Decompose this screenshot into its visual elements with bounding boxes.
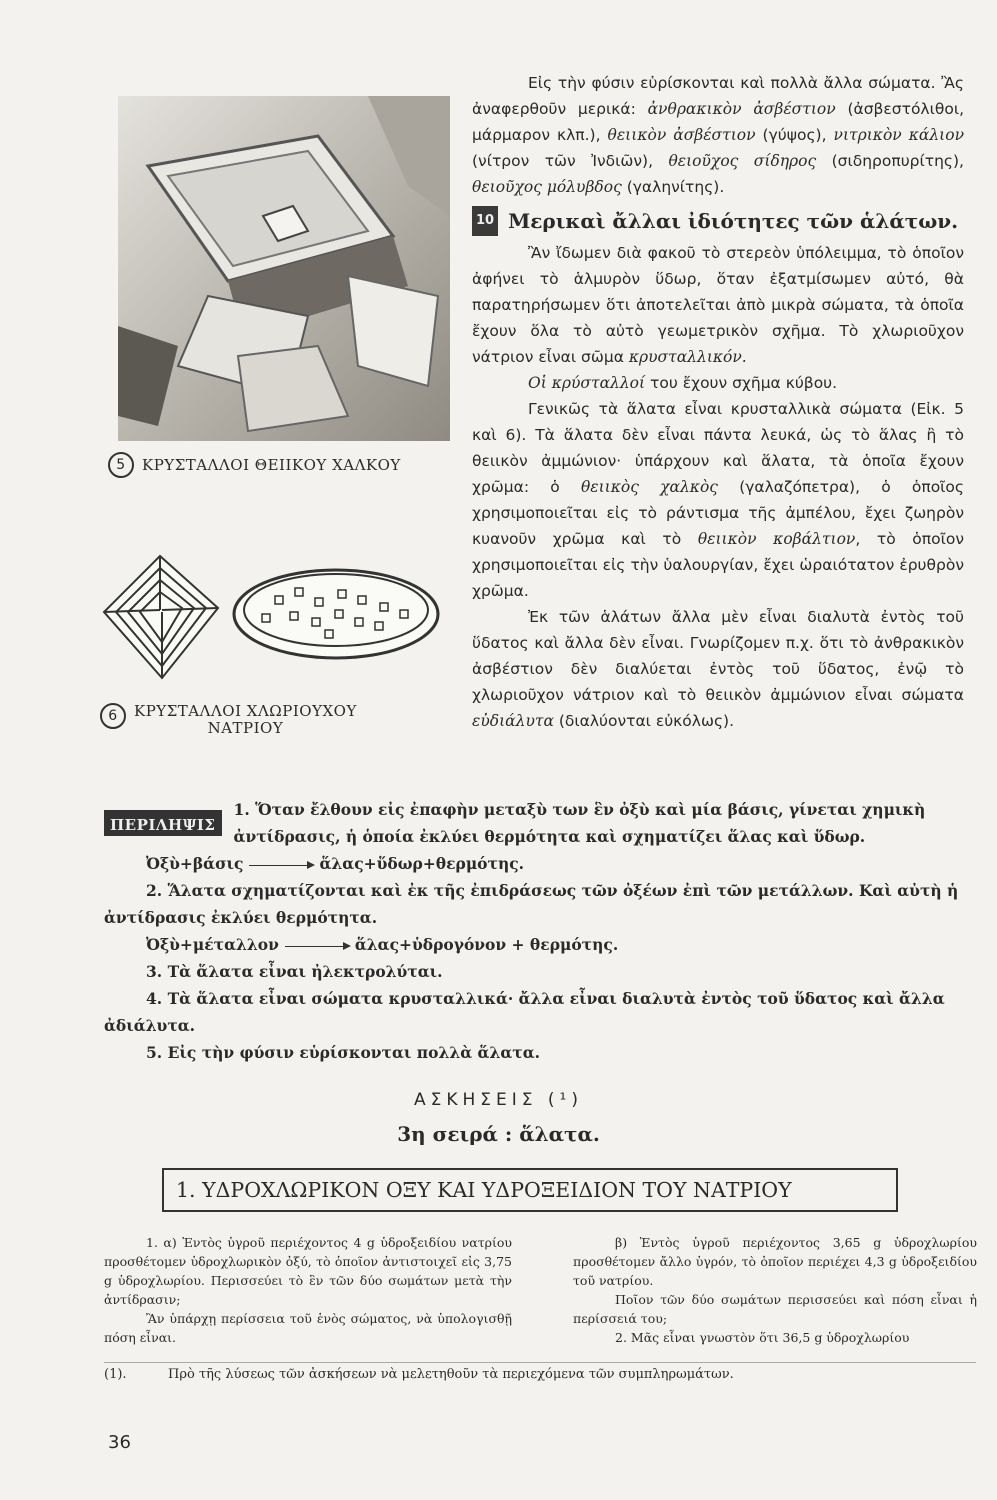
- figure-5-caption-text: ΚΡΥΣΤΑΛΛΟΙ ΘΕΙΙΚΟΥ ΧΑΛΚΟΥ: [142, 456, 401, 474]
- exercises-right-column: [573, 1233, 977, 1347]
- summary-item-3: 3. Τὰ ἅλατα εἶναι ἠλεκτρολύται.: [146, 962, 443, 981]
- footnote: [104, 1362, 976, 1382]
- summary-section: [104, 796, 976, 1066]
- footnote-text: Πρὸ τῆς λύσεως τῶν ἀσκήσεων νὰ μελετηθοῦν τὰ περιεχόμενα τῶν συμπληρωμάτων.: [168, 1367, 734, 1382]
- arrow-icon: [285, 946, 349, 947]
- exercises-subtitle: 3η σειρά : ἅλατα.: [397, 1122, 600, 1146]
- section-title: Μερικαὶ ἄλλαι ἰδιότητες τῶν ἁλάτων.: [508, 209, 959, 233]
- summary-item-1: 1. Ὅταν ἔλθουν εἰς ἐπαφὴν μεταξὺ των ἓν ὀξὺ καὶ μία βάσις, γίνεται χημικὴ ἀντίδρασις, ἡ ὁποία ἐκλύει θερμότητα καὶ σχηματίζει ἅλας καὶ ὕδωρ.: [233, 800, 926, 846]
- figure-6-caption: [100, 703, 450, 737]
- exercise-group-heading: 1. ΥΔΡΟΧΛΩΡΙΚΟΝ ΟΞΥ ΚΑΙ ΥΔΡΟΞΕΙΔΙΟΝ ΤΟΥ ΝΑΤΡΙΟΥ: [162, 1168, 898, 1212]
- figure-5-caption: [108, 452, 453, 478]
- figure-6-caption-line1: ΚΡΥΣΤΑΛΛΟΙ ΧΛΩΡΙΟΥΧΟΥ: [134, 702, 357, 720]
- paragraph-solubility: Ἐκ τῶν ἁλάτων ἄλλα μὲν εἶναι διαλυτὰ ἐντὸς τοῦ ὕδατος καὶ ἄλλα δὲν εἶναι. Γνωρίζομεν π.χ. ὅτι τὸ ἀνθρακικὸν ἀσβέστιον δὲν διαλύεται ἐντὸς τοῦ ὕδατος, ἐνῷ τὸ χλωριοῦχον νάτριον καὶ τὸ θειικὸν ἀμμώνιον εἶναι σώματα εὐδιάλυτα (διαλύονται εὐκόλως).: [472, 608, 964, 730]
- paragraph-crystals: Ἂν ἴδωμεν διὰ φακοῦ τὸ στερεὸν ὑπόλειμμα, τὸ ὁποῖον ἀφήνει τὸ ἁλμυρὸν ὕδωρ, ὅταν ἐξατμίσωμεν αὐτό, θὰ παρατηρήσωμεν ὅτι ἀποτελεῖται ἀπὸ μικρὰ σώματα, τὰ ὁποῖα ἔχουν ὅλα τὸ αὐτὸ γεωμετρικὸν σχῆμα. Τὸ χλωριοῦχον νάτριον εἶναι σῶμα κρυσταλλικόν.: [472, 244, 964, 366]
- arrow-icon: [249, 865, 313, 866]
- summary-badge: ΠΕΡΙΛΗΨΙΣ: [104, 810, 222, 836]
- figure-6-caption-line2: ΝΑΤΡΙΟΥ: [207, 719, 284, 737]
- paragraph-other-salts: Εἰς τὴν φύσιν εὑρίσκονται καὶ πολλὰ ἄλλα σώματα. Ἂς ἀναφερθοῦν μερικά: ἀνθρακικὸν ἀσβέστιον (ἀσβεστόλιθοι, μάρμαρον κλπ.), θειικὸν ἀσβέστιον (γύψος), νιτρικὸν κάλιον (νίτρον τῶν Ἰνδιῶν), θειοῦχος σίδηρος (σιδηροπυρίτης), θειοῦχος μόλυβδος (γαληνίτης).: [472, 74, 964, 196]
- summary-item-2: 2. Ἅλατα σχηματίζονται καὶ ἐκ τῆς ἐπιδράσεως τῶν ὀξέων ἐπὶ τῶν μετάλλων. Καὶ αὐτὴ ἡ ἀντίδρασις ἐκλύει θερμότητα.: [104, 881, 959, 927]
- equation-acid-metal: Ὀξὺ+μέταλλον ἅλας+ὑδρογόνον + θερμότης.: [146, 935, 619, 954]
- section-number: 10: [472, 206, 498, 236]
- section-heading: [472, 206, 964, 236]
- page-number: 36: [108, 1432, 131, 1453]
- figure-5-number: 5: [108, 452, 134, 478]
- main-text-column: [472, 70, 964, 734]
- paragraph-cube: Οἱ κρύσταλλοί του ἔχουν σχῆμα κύβου.: [528, 374, 838, 392]
- sodium-chloride-crystals-drawing: [100, 548, 450, 688]
- exercise-1a-followup: Ἂν ὑπάρχῃ περίσσεια τοῦ ἑνὸς σώματος, νὰ ὑπολογισθῇ πόση εἶναι.: [104, 1311, 512, 1345]
- exercise-1b: β) Ἐντὸς ὑγροῦ περιέχοντος 3,65 g ὑδροχλωρίου προσθέτομεν ἄλλο ὑγρόν, τὸ ὁποῖον περιέχει 4,3 g ὑδροξειδίου τοῦ νατρίου.: [573, 1235, 977, 1288]
- exercise-2: 2. Μᾶς εἶναι γνωστὸν ὅτι 36,5 g ὑδροχλωρίου: [615, 1330, 910, 1345]
- figure-6-number: 6: [100, 703, 126, 729]
- exercises-left-column: [104, 1233, 512, 1347]
- footnote-label: (1).: [104, 1367, 127, 1382]
- exercise-1b-question: Ποῖον τῶν δύο σωμάτων περισσεύει καὶ πόση εἶναι ἡ περίσσειά του;: [573, 1292, 977, 1326]
- summary-item-5: 5. Εἰς τὴν φύσιν εὑρίσκονται πολλὰ ἅλατα.: [146, 1043, 541, 1062]
- paragraph-colors: Γενικῶς τὰ ἅλατα εἶναι κρυσταλλικὰ σώματα (Εἰκ. 5 καὶ 6). Τὰ ἅλατα δὲν εἶναι πάντα λευκά, ὡς τὸ ἅλας ἢ τὸ θειικὸν ἀμμώνιον· ὑπάρχουν καὶ ἅλατα, τὰ ὁποῖα ἔχουν χρῶμα: ὁ θειικὸς χαλκὸς (γαλαζόπετρα), ὁ ὁποῖος χρησιμοποιεῖται εἰς τὸ ράντισμα τῆς ἀμπέλου, ἔχει ζωηρὸν κυανοῦν χρῶμα καὶ τὸ θειικὸν κοβάλτιον, τὸ ὁποῖον χρησιμοποιεῖται εἰς τὴν ὑαλουργίαν, ἔχει ὡραιότατον ἐρυθρὸν χρῶμα.: [472, 400, 964, 600]
- exercises-title: ΑΣΚΗΣΕΙΣ (¹): [413, 1090, 584, 1110]
- copper-sulfate-crystals-photo: [118, 96, 450, 441]
- exercise-1a: 1. α) Ἐντὸς ὑγροῦ περιέχοντος 4 g ὑδροξειδίου νατρίου προσθέτομεν ὑδροχλωρικὸν ὀξύ, τὸ ὁποῖον ἀντιστοιχεῖ εἰς 3,75 g ὑδροχλωρίου. Περισσεύει τὸ ἓν τῶν δύο σωμάτων μετὰ τὴν ἀντίδρασιν;: [104, 1235, 512, 1307]
- equation-acid-base: Ὀξὺ+βάσις ἅλας+ὕδωρ+θερμότης.: [146, 854, 525, 873]
- summary-item-4: 4. Τὰ ἅλατα εἶναι σώματα κρυσταλλικά· ἄλλα εἶναι διαλυτὰ ἐντὸς τοῦ ὕδατος καὶ ἄλλα ἀδιάλυτα.: [104, 989, 945, 1035]
